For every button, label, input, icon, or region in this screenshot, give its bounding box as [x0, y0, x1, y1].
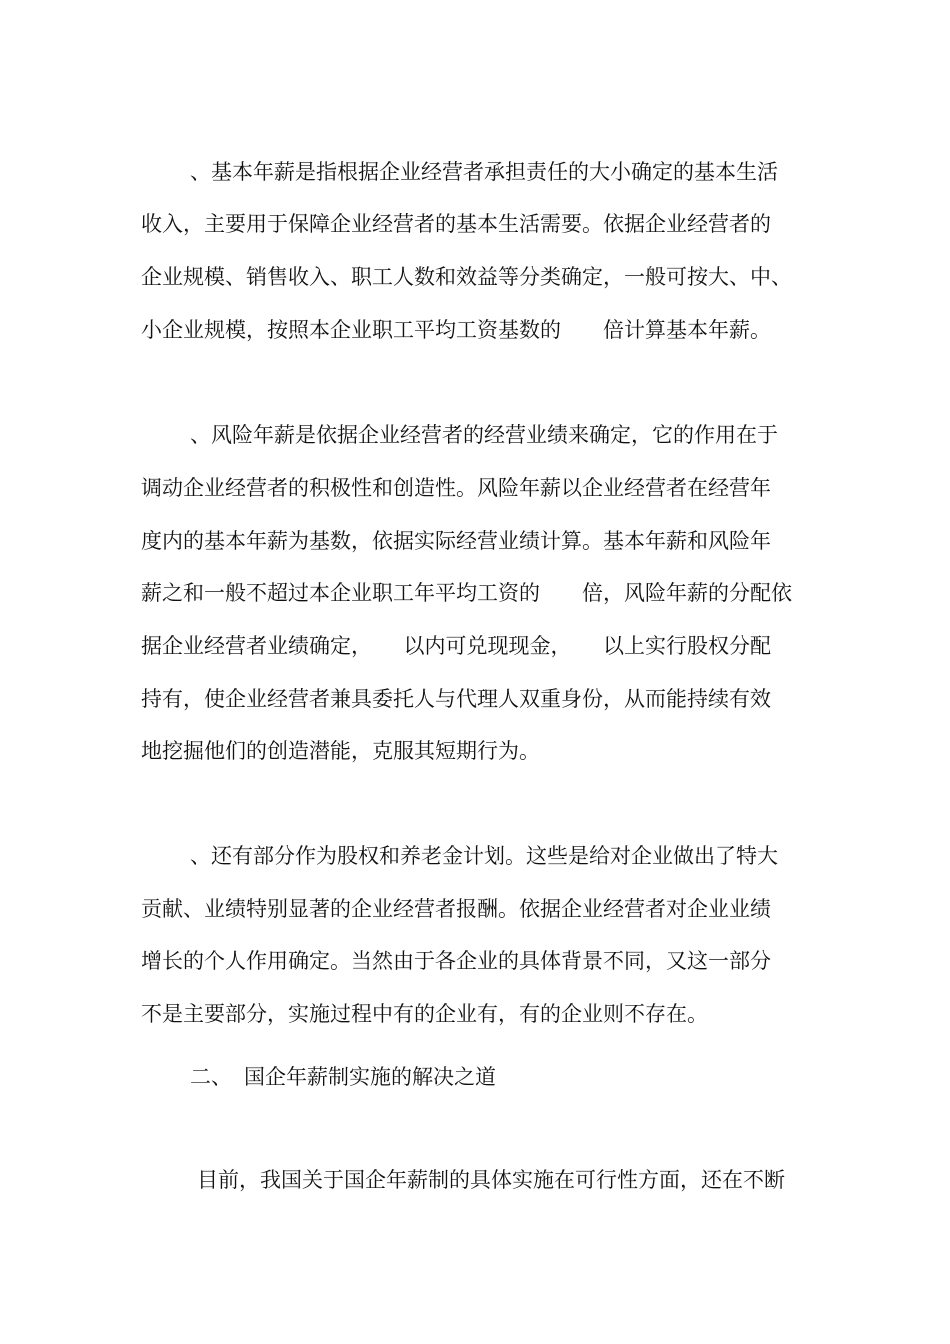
paragraph-risk-salary-line-4: 薪之和一般不超过本企业职工年平均工资的 倍，风险年薪的分配依 — [141, 581, 792, 605]
paragraph-base-salary-line-2: 收入，主要用于保障企业经营者的基本生活需要。依据企业经营者的 — [141, 212, 771, 236]
paragraph-equity-pension-line-3: 增长的个人作用确定。当然由于各企业的具体背景不同，又这一部分 — [141, 949, 771, 973]
paragraph-base-salary-line-4: 小企业规模，按照本企业职工平均工资基数的 倍计算基本年薪。 — [141, 318, 771, 342]
paragraph-base-salary-line-1: 、基本年薪是指根据企业经营者承担责任的大小确定的基本生活 — [190, 160, 778, 184]
paragraph-equity-pension-line-2: 贡献、业绩特别显著的企业经营者报酬。依据企业经营者对企业业绩 — [141, 897, 771, 921]
paragraph-base-salary-line-3: 企业规模、销售收入、职工人数和效益等分类确定，一般可按大、中、 — [141, 265, 792, 289]
paragraph-risk-salary-line-7: 地挖掘他们的创造潜能，克服其短期行为。 — [141, 739, 540, 763]
paragraph-closing-line-1: 目前，我国关于国企年薪制的具体实施在可行性方面，还在不断 — [197, 1168, 785, 1192]
paragraph-equity-pension-line-1: 、还有部分作为股权和养老金计划。这些是给对企业做出了特大 — [190, 844, 778, 868]
paragraph-equity-pension-line-4: 不是主要部分，实施过程中有的企业有，有的企业则不存在。 — [141, 1002, 708, 1026]
paragraph-risk-salary-line-6: 持有，使企业经营者兼具委托人与代理人双重身份，从而能持续有效 — [141, 687, 771, 711]
paragraph-risk-salary-line-2: 调动企业经营者的积极性和创造性。风险年薪以企业经营者在经营年 — [141, 476, 771, 500]
section-heading-number: 二、 — [190, 1065, 232, 1089]
section-heading-title: 国企年薪制实施的解决之道 — [244, 1065, 496, 1089]
paragraph-risk-salary-line-1: 、风险年薪是依据企业经营者的经营业绩来确定，它的作用在于 — [190, 423, 778, 447]
paragraph-risk-salary-line-5: 据企业经营者业绩确定， 以内可兑现现金， 以上实行股权分配 — [141, 634, 771, 658]
paragraph-risk-salary-line-3: 度内的基本年薪为基数，依据实际经营业绩计算。基本年薪和风险年 — [141, 529, 771, 553]
